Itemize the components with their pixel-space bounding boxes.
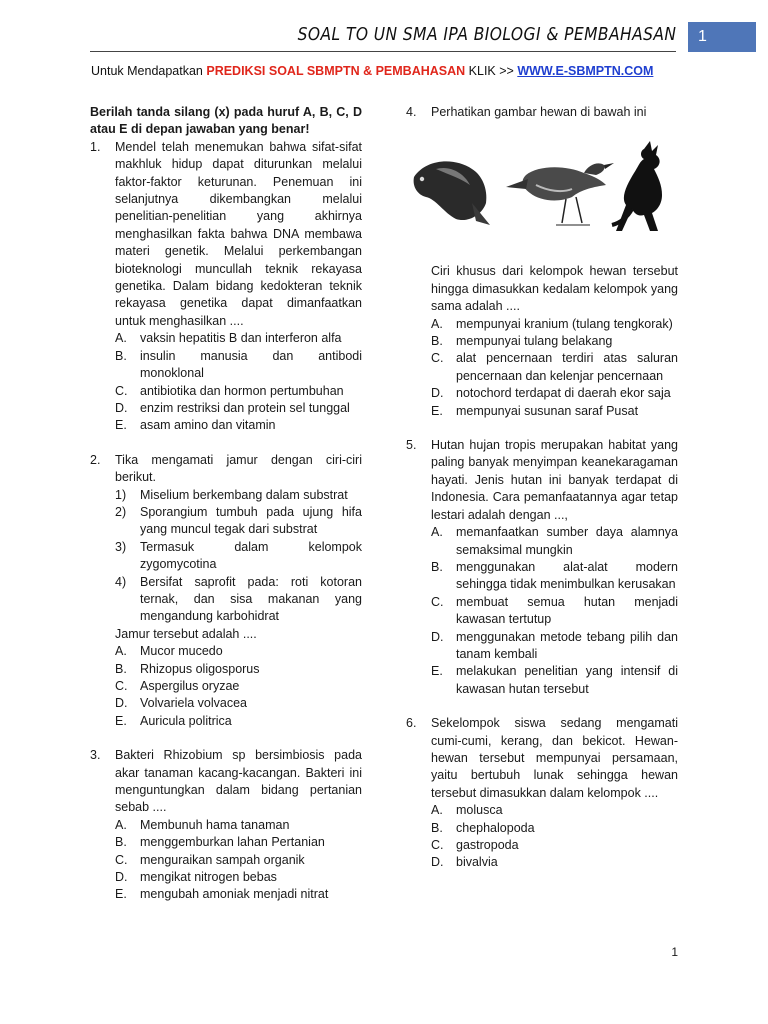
option-a[interactable]	[115, 330, 362, 347]
criteria-item	[115, 574, 362, 626]
option-e[interactable]	[431, 663, 678, 698]
criteria-number: 1)	[115, 487, 127, 502]
animal-figure	[406, 139, 686, 239]
option-text: antibiotika dan hormon pertumbuhan	[140, 383, 344, 398]
option-b[interactable]	[115, 661, 362, 678]
option-letter: B.	[115, 348, 127, 363]
option-text: melakukan penelitian yang intensif di kawasan hutan tersebut	[456, 664, 678, 696]
question-number: 2.	[90, 452, 101, 467]
promo-middle: KLIK >>	[465, 64, 518, 78]
option-text: enzim restriksi dan protein sel tunggal	[140, 400, 350, 415]
page-number: 1	[671, 945, 678, 959]
option-letter: A.	[431, 525, 443, 540]
header-rule	[90, 51, 676, 52]
option-a[interactable]	[431, 524, 678, 559]
option-text: Membunuh hama tanaman	[140, 817, 290, 832]
option-letter: D.	[431, 855, 444, 870]
option-letter: A.	[115, 331, 127, 346]
kangaroo-illustration	[612, 141, 662, 231]
option-text: memanfaatkan sumber daya alamnya semaksimal mungkin	[456, 525, 678, 557]
option-text: Aspergilus oryzae	[140, 679, 240, 693]
question-text: Bakteri Rhizobium sp bersimbiosis pada akar tanaman kacang-kacangan. Bakteri ini menguntungkan dalam bidang pertanian sebab ....	[115, 748, 362, 815]
option-letter: C.	[115, 679, 128, 693]
option-b[interactable]	[115, 834, 362, 851]
animal-illustrations	[406, 139, 678, 239]
option-c[interactable]	[431, 594, 678, 629]
option-letter: C.	[115, 383, 128, 398]
option-letter: B.	[431, 334, 443, 349]
option-list	[431, 316, 678, 420]
question-stem: Ciri khusus dari kelompok hewan tersebut hingga dimasukkan kedalam kelompok yang sama adalah ....	[431, 264, 678, 314]
option-letter: E.	[115, 887, 127, 902]
option-text: mengikat nitrogen bebas	[140, 870, 277, 885]
option-text: Auricula politrica	[140, 713, 232, 728]
question-3	[90, 747, 362, 904]
option-text: menguraikan sampah organik	[140, 852, 305, 867]
option-letter: B.	[431, 559, 443, 574]
question-number: 3.	[90, 748, 101, 763]
option-letter: A.	[115, 817, 127, 832]
option-letter: E.	[431, 664, 443, 679]
option-text: bivalvia	[456, 855, 498, 870]
option-letter: C.	[115, 852, 128, 867]
question-stem: Jamur tersebut adalah ....	[115, 626, 257, 641]
question-2	[90, 452, 362, 731]
bird-illustration	[506, 163, 614, 225]
option-text: mempunyai tulang belakang	[456, 334, 613, 349]
question-text: Sekelompok siswa sedang mengamati cumi-cumi, kerang, dan bekicot. Hewan-hewan tersebut mempunyai persamaan, yaitu bertubuh lunak sehingga hewan tersebut dimasukkan dalam kelompok ....	[431, 716, 678, 800]
option-text: molusca	[456, 803, 503, 818]
option-b[interactable]	[115, 348, 362, 383]
option-b[interactable]	[431, 559, 678, 594]
criteria-text: Termasuk dalam kelompok zygomycotina	[140, 539, 362, 572]
option-letter: A.	[431, 316, 443, 331]
option-list	[115, 330, 362, 434]
option-text: gastropoda	[456, 838, 519, 852]
criteria-item	[115, 487, 362, 504]
option-d[interactable]	[431, 629, 678, 664]
option-c[interactable]	[431, 350, 678, 385]
option-text: asam amino dan vitamin	[140, 418, 276, 433]
option-e[interactable]	[431, 403, 678, 420]
option-text: mempunyai susunan saraf Pusat	[456, 403, 639, 418]
option-c[interactable]	[115, 678, 362, 695]
right-column	[406, 104, 678, 872]
option-letter: B.	[115, 661, 127, 676]
option-list	[115, 643, 362, 730]
option-d[interactable]	[115, 869, 362, 886]
question-text: Mendel telah menemukan bahwa sifat-sifat makhluk hidup dapat diturunkan melalui faktor-faktor keturunan. Penemuan ini selanjutnya dikembangkan melalui penelitian-penelitian yang akhirnya menghasilkan fakta bahwa DNA membawa materi genetik. Melalui perkembangan bioteknologi muncullah teknik rekayasa genetika. Dalam bidang kedokteran teknik rekayasa genetika dapat dimanfaatkan untuk menghasilkan ....	[115, 139, 362, 328]
option-list	[431, 524, 678, 698]
option-list	[115, 817, 362, 904]
option-text: membuat semua hutan menjadi kawasan tertutup	[456, 594, 678, 627]
criteria-text: Bersifat saprofit pada: roti kotoran ternak, dan sisa makanan yang mengandung karbohidrat	[140, 574, 362, 624]
promo-highlight: PREDIKSI SOAL SBMPTN & PEMBAHASAN	[206, 64, 466, 78]
option-text: chephalopoda	[456, 820, 535, 835]
option-letter: B.	[115, 835, 127, 850]
option-letter: D.	[115, 400, 128, 415]
option-a[interactable]	[115, 643, 362, 660]
question-number: 6.	[406, 716, 417, 731]
promo-link[interactable]: WWW.E-SBMPTN.COM	[517, 64, 654, 78]
question-5	[406, 437, 678, 698]
option-d[interactable]	[115, 695, 362, 712]
option-letter: E.	[115, 418, 127, 433]
option-d[interactable]	[431, 854, 678, 871]
option-a[interactable]	[431, 802, 678, 819]
criteria-item	[115, 504, 362, 539]
question-number: 1.	[90, 139, 101, 154]
option-letter: E.	[115, 713, 127, 728]
option-e[interactable]	[115, 886, 362, 903]
option-letter: D.	[115, 870, 128, 885]
option-letter: D.	[115, 696, 128, 711]
option-b[interactable]	[431, 820, 678, 837]
promo-prefix: Untuk Mendapatkan	[91, 64, 207, 78]
option-text: menggunakan metode tebang pilih dan tanam kembali	[456, 629, 678, 661]
question-4-body	[406, 263, 678, 420]
question-number: 4.	[406, 105, 417, 119]
option-b[interactable]	[431, 333, 678, 350]
criteria-number: 3)	[115, 539, 127, 554]
instructions: Berilah tanda silang (x) pada huruf A, B, C, D atau E di depan jawaban yang benar!	[90, 105, 362, 137]
criteria-item	[115, 539, 362, 574]
option-letter: D.	[431, 386, 444, 401]
left-column	[90, 104, 362, 904]
option-letter: C.	[431, 351, 444, 366]
option-letter: D.	[431, 629, 444, 644]
option-e[interactable]	[115, 417, 362, 434]
option-text: Rhizopus oligosporus	[140, 661, 260, 676]
option-d[interactable]	[431, 385, 678, 402]
option-text: Volvariela volvacea	[140, 696, 248, 711]
question-text: Tika mengamati jamur dengan ciri-ciri berikut.	[115, 452, 362, 485]
option-letter: C.	[431, 594, 444, 609]
option-letter: C.	[431, 838, 444, 852]
option-text: insulin manusia dan antibodi monoklonal	[140, 348, 362, 381]
promo-line	[91, 64, 653, 78]
option-text: Mucor mucedo	[140, 644, 223, 659]
option-list	[431, 802, 678, 872]
question-1	[90, 139, 362, 435]
question-number: 5.	[406, 438, 417, 453]
option-c[interactable]	[431, 837, 678, 854]
option-a[interactable]	[431, 316, 678, 333]
option-text: notochord terdapat di daerah ekor saja	[456, 386, 671, 401]
criteria-number: 2)	[115, 504, 127, 519]
option-e[interactable]	[115, 713, 362, 730]
fish-illustration	[414, 162, 490, 226]
criteria-text: Miselium berkembang dalam substrat	[140, 487, 348, 502]
criteria-number: 4)	[115, 574, 127, 589]
option-text: menggemburkan lahan Pertanian	[140, 835, 325, 850]
option-text: mengubah amoniak menjadi nitrat	[140, 887, 329, 902]
page-header	[0, 22, 768, 54]
criteria-text: Sporangium tumbuh pada ujung hifa yang muncul tegak dari substrat	[140, 504, 362, 537]
option-text: menggunakan alat-alat modern sehingga tidak menimbulkan kerusakan	[456, 559, 678, 592]
option-text: mempunyai kranium (tulang tengkorak)	[456, 316, 673, 331]
option-letter: B.	[431, 820, 443, 835]
question-6	[406, 715, 678, 872]
question-text: Hutan hujan tropis merupakan habitat yang paling banyak menyimpan keanekaragaman hayati. Jenis hutan ini banyak terdapat di Indonesia. Cara pemanfaatannya agar tetap lestari adalah dengan ...,	[431, 438, 678, 522]
header-title: SOAL TO UN SMA IPA BIOLOGI & PEMBAHASAN	[297, 24, 676, 45]
option-c[interactable]	[115, 852, 362, 869]
option-c[interactable]	[115, 383, 362, 400]
option-text: alat pencernaan terdiri atas saluran pencernaan dan kelenjar pencernaan	[456, 351, 678, 383]
option-text: vaksin hepatitis B dan interferon alfa	[140, 331, 342, 346]
option-letter: A.	[431, 803, 443, 818]
option-letter: A.	[115, 644, 127, 659]
option-d[interactable]	[115, 400, 362, 417]
question-text: Perhatikan gambar hewan di bawah ini	[431, 105, 647, 119]
option-a[interactable]	[115, 817, 362, 834]
page-badge: 1	[688, 22, 756, 52]
option-letter: E.	[431, 403, 443, 418]
question-4	[406, 104, 678, 121]
